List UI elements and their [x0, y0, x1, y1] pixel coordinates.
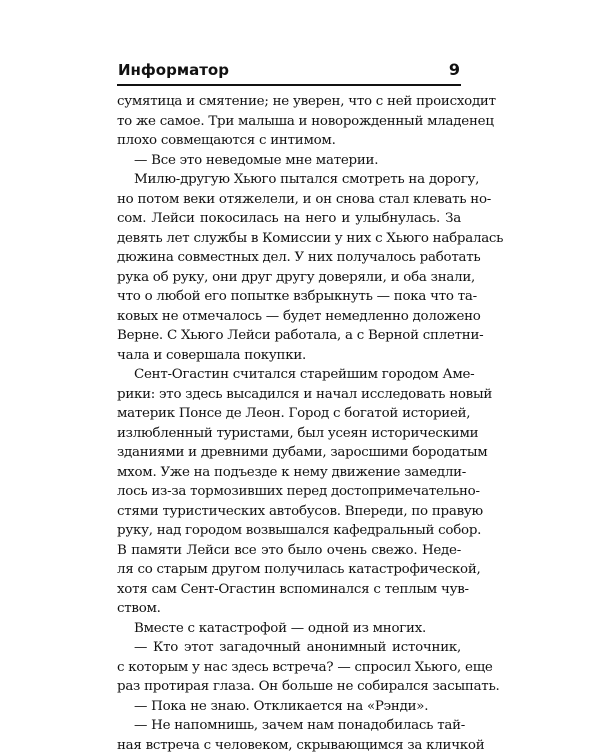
- text-line: то же самое. Три малыша и новорожденный младенец: [117, 112, 461, 132]
- text-line: Сент-Огастин считался старейшим городом Аме-: [117, 365, 461, 385]
- text-line: Вместе с катастрофой — одной из многих.: [117, 619, 461, 639]
- running-header: [118, 61, 460, 79]
- text-line: рики: это здесь высадился и начал исследовать новый: [117, 385, 461, 405]
- text-line: — Все это неведомые мне материи.: [117, 151, 461, 171]
- text-line: зданиями и древними дубами, заросшими бородатым: [117, 443, 461, 463]
- text-line: плохо совмещаются с интимом.: [117, 131, 461, 151]
- text-line: чала и совершала покупки.: [117, 346, 461, 366]
- page-number: 9: [449, 61, 460, 79]
- text-line: излюбленный туристами, был усеян историческими: [117, 424, 461, 444]
- text-line: дюжина совместных дел. У них получалось работать: [117, 248, 461, 268]
- text-line: руку, над городом возвышался кафедральный собор.: [117, 521, 461, 541]
- text-line: с которым у нас здесь встреча? — спросил Хьюго, еще: [117, 658, 461, 678]
- text-line: хотя сам Сент-Огастин вспоминался с теплым чув-: [117, 580, 461, 600]
- text-line: ством.: [117, 599, 461, 619]
- text-line: девять лет службы в Комиссии у них с Хьюго набралась: [117, 229, 461, 249]
- text-line: сумятица и смятение; не уверен, что с ней происходит: [117, 92, 461, 112]
- text-line: рука об руку, они друг другу доверяли, и оба знали,: [117, 268, 461, 288]
- text-line: раз протирая глаза. Он больше не собирался засыпать.: [117, 677, 461, 697]
- text-line: мхом. Уже на подъезде к нему движение замедли-: [117, 463, 461, 483]
- text-line: но потом веки отяжелели, и он снова стал клевать но-: [117, 190, 461, 210]
- body-text: [117, 92, 461, 755]
- text-line: материк Понсе де Леон. Город с богатой историей,: [117, 404, 461, 424]
- text-line: ля со старым другом получилась катастрофической,: [117, 560, 461, 580]
- text-line: В памяти Лейси все это было очень свежо. Неде-: [117, 541, 461, 561]
- text-line: стями туристических автобусов. Впереди, по правую: [117, 502, 461, 522]
- running-title: Информатор: [118, 61, 229, 79]
- text-line: что о любой его попытке взбрыкнуть — пока что та-: [117, 287, 461, 307]
- text-line: — Не напомнишь, зачем нам понадобилась тай-: [117, 716, 461, 736]
- text-line: Верне. С Хьюго Лейси работала, а с Верной сплетни-: [117, 326, 461, 346]
- text-line: Милю-другую Хьюго пытался смотреть на дорогу,: [117, 170, 461, 190]
- text-line: лось из-за тормозивших перед достопримечательно-: [117, 482, 461, 502]
- text-line: — Кто этот загадочный анонимный источник,: [117, 638, 461, 658]
- text-line: ковых не отмечалось — будет немедленно доложено: [117, 307, 461, 327]
- text-line: сом. Лейси покосилась на него и улыбнулась. За: [117, 209, 461, 229]
- text-line: — Пока не знаю. Откликается на «Рэнди».: [117, 697, 461, 717]
- header-rule: [117, 84, 461, 86]
- text-line: ная встреча с человеком, скрывающимся за кличкой: [117, 736, 461, 755]
